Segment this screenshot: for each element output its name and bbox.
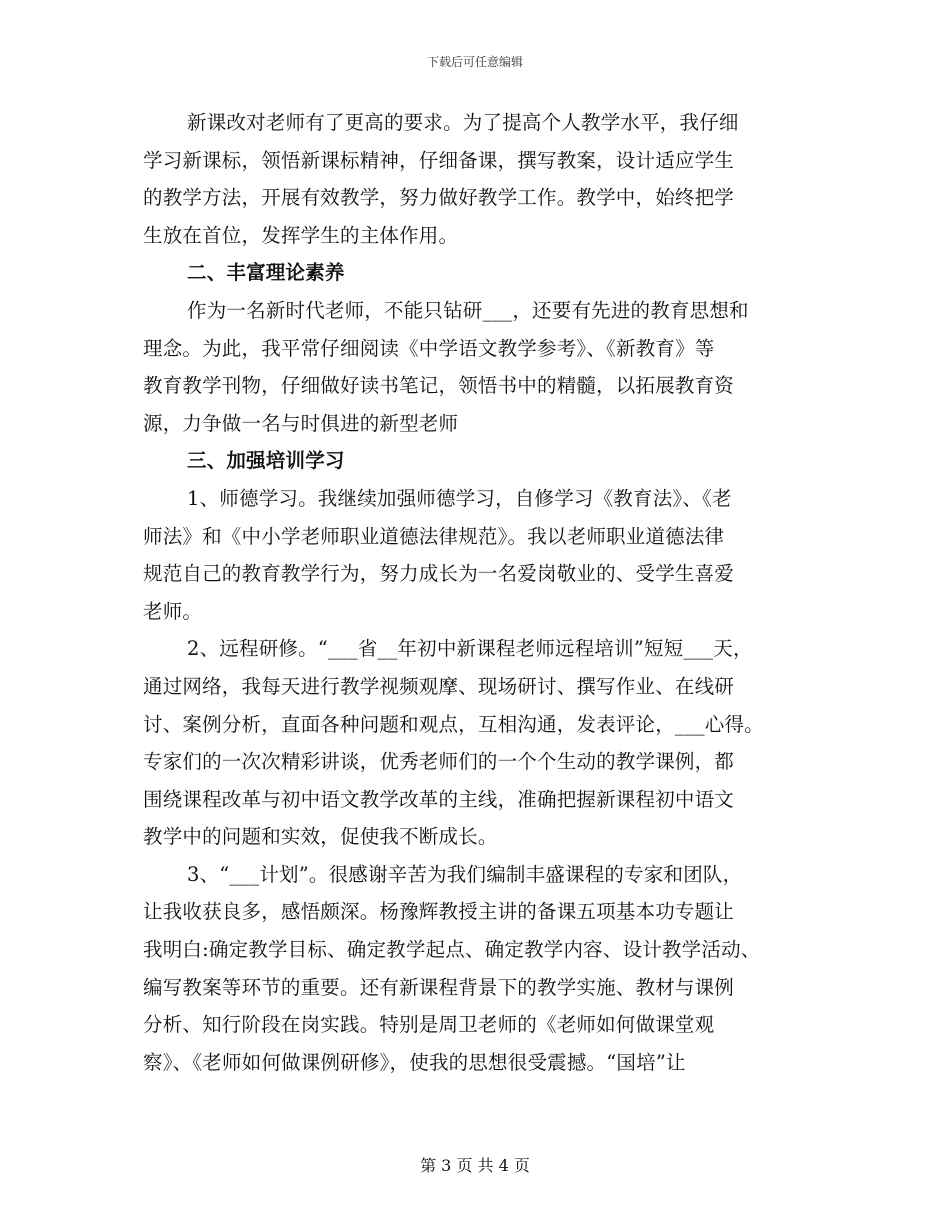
paragraph-line: 分析、知行阶段在岗实践。特别是周卫老师的《老师如何做课堂观 (143, 1013, 715, 1037)
paragraph-line: 学习新课标，领悟新课标精神，仔细备课，撰写教案，设计适应学生 (143, 148, 735, 172)
paragraph-line: 3、“___计划”。很感谢辛苦为我们编制丰盛课程的专家和团队， (187, 862, 743, 886)
paragraph-line: 2、远程研修。“___省__年初中新课程老师远程培训”短短___天， (187, 637, 753, 661)
paragraph-line: 通过网络，我每天进行教学视频观摩、现场研讨、撰写作业、在线研 (143, 674, 735, 698)
paragraph-line: 新课改对老师有了更高的要求。为了提高个人教学水平，我仔细 (187, 111, 739, 134)
section-heading: 三、加强培训学习 (187, 449, 345, 473)
paragraph-line: 老师。 (143, 599, 203, 623)
section-heading: 二、丰富理论素养 (187, 261, 345, 285)
paragraph-line: 师法》和《中小学老师职业道德法律规范》。我以老师职业道德法律 (143, 524, 725, 548)
paragraph-line: 源，力争做一名与时俱进的新型老师 (143, 411, 459, 435)
paragraph-line: 编写教案等环节的重要。还有新课程背景下的教学实施、教材与课例 (143, 975, 735, 999)
paragraph-line: 规范自己的教育教学行为，努力成长为一名爱岗敬业的、受学生喜爱 (143, 562, 735, 586)
paragraph-line: 理念。为此，我平常仔细阅读《中学语文教学参考》、《新教育》等 (143, 336, 715, 360)
paragraph-line: 作为一名新时代老师，不能只钻研___，还要有先进的教育思想和 (187, 298, 749, 322)
paragraph-line: 1、师德学习。我继续加强师德学习，自修学习《教育法》、《老 (187, 486, 732, 510)
paragraph-line: 围绕课程改革与初中语文教学改革的主线，准确把握新课程初中语文 (143, 787, 735, 811)
paragraph-line: 的教学方法，开展有效教学，努力做好教学工作。教学中，始终把学 (143, 186, 735, 210)
paragraph-line: 察》、《老师如何做课例研修》，使我的思想很受震撼。“国培”让 (143, 1050, 686, 1074)
paragraph-line: 让我收获良多，感悟颇深。杨豫辉教授主讲的备课五项基本功专题让 (143, 900, 735, 924)
paragraph-line: 生放在首位，发挥学生的主体作用。 (143, 223, 459, 247)
paragraph-line: 专家们的一次次精彩讲谈，优秀老师们的一个个生动的教学课例，都 (143, 750, 735, 774)
page-header-note: 下载后可任意编辑 (426, 55, 523, 69)
paragraph-line: 我明白:确定教学目标、确定教学起点、确定教学内容、设计教学活动、 (143, 938, 761, 962)
paragraph-line: 讨、案例分析，直面各种问题和观点，互相沟通，发表评论，___心得。 (143, 712, 764, 736)
document-body (143, 104, 808, 1081)
paragraph-line: 教育教学刊物，仔细做好读书笔记，领悟书中的精髓，以拓展教育资 (143, 374, 735, 398)
paragraph-line: 教学中的问题和实效，促使我不断成长。 (143, 825, 498, 849)
page-number: 第 3 页 共 4 页 (420, 1156, 530, 1175)
